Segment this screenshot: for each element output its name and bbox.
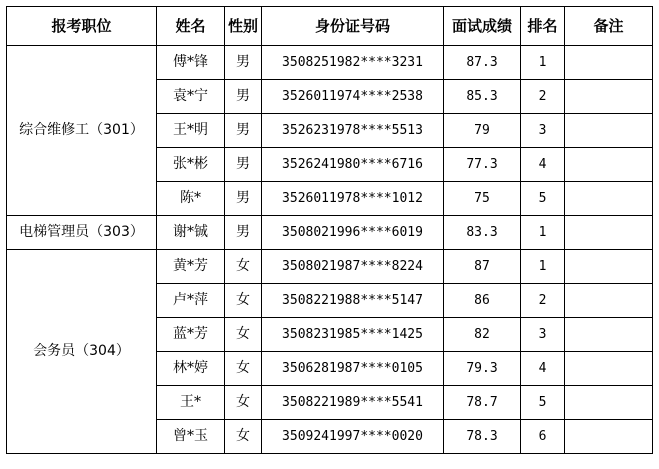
cell-name: 袁*宁 <box>157 80 225 114</box>
cell-gender: 女 <box>225 250 262 284</box>
cell-rank: 3 <box>521 114 565 148</box>
cell-rank: 2 <box>521 80 565 114</box>
cell-rank: 5 <box>521 386 565 420</box>
cell-score: 77.3 <box>444 148 521 182</box>
table-row <box>7 250 653 284</box>
header-rank: 排名 <box>521 7 565 46</box>
cell-rank: 4 <box>521 148 565 182</box>
cell-score: 85.3 <box>444 80 521 114</box>
cell-note <box>565 352 653 386</box>
cell-note <box>565 114 653 148</box>
cell-name: 傅*锋 <box>157 46 225 80</box>
cell-rank: 6 <box>521 420 565 454</box>
cell-note <box>565 182 653 216</box>
cell-gender: 男 <box>225 216 262 250</box>
cell-note <box>565 216 653 250</box>
cell-note <box>565 250 653 284</box>
cell-rank: 5 <box>521 182 565 216</box>
cell-note <box>565 284 653 318</box>
cell-name: 林*婷 <box>157 352 225 386</box>
cell-note <box>565 420 653 454</box>
cell-id-number: 3508021996****6019 <box>262 216 444 250</box>
header-id: 身份证号码 <box>262 7 444 46</box>
header-position: 报考职位 <box>7 7 157 46</box>
cell-gender: 男 <box>225 114 262 148</box>
cell-score: 83.3 <box>444 216 521 250</box>
cell-id-number: 3508021987****8224 <box>262 250 444 284</box>
cell-id-number: 3508251982****3231 <box>262 46 444 80</box>
cell-id-number: 3526241980****6716 <box>262 148 444 182</box>
cell-rank: 3 <box>521 318 565 352</box>
cell-id-number: 3506281987****0105 <box>262 352 444 386</box>
cell-id-number: 3508221988****5147 <box>262 284 444 318</box>
cell-name: 谢*铖 <box>157 216 225 250</box>
cell-name: 黄*芳 <box>157 250 225 284</box>
cell-name: 王*明 <box>157 114 225 148</box>
header-name: 姓名 <box>157 7 225 46</box>
cell-score: 86 <box>444 284 521 318</box>
cell-score: 78.3 <box>444 420 521 454</box>
cell-name: 王* <box>157 386 225 420</box>
cell-score: 79 <box>444 114 521 148</box>
cell-gender: 女 <box>225 386 262 420</box>
cell-gender: 女 <box>225 420 262 454</box>
cell-rank: 4 <box>521 352 565 386</box>
cell-name: 卢*萍 <box>157 284 225 318</box>
cell-id-number: 3508231985****1425 <box>262 318 444 352</box>
table-row <box>7 46 653 80</box>
cell-score: 79.3 <box>444 352 521 386</box>
table-row <box>7 216 653 250</box>
cell-rank: 1 <box>521 250 565 284</box>
cell-gender: 女 <box>225 352 262 386</box>
cell-note <box>565 46 653 80</box>
cell-note <box>565 318 653 352</box>
cell-gender: 男 <box>225 46 262 80</box>
cell-name: 蓝*芳 <box>157 318 225 352</box>
cell-position: 电梯管理员（303） <box>7 216 157 250</box>
cell-gender: 男 <box>225 182 262 216</box>
cell-name: 陈* <box>157 182 225 216</box>
table-header-row <box>7 7 653 46</box>
cell-score: 75 <box>444 182 521 216</box>
cell-id-number: 3526011974****2538 <box>262 80 444 114</box>
table-body <box>7 46 653 454</box>
cell-note <box>565 148 653 182</box>
cell-gender: 男 <box>225 80 262 114</box>
cell-id-number: 3526231978****5513 <box>262 114 444 148</box>
cell-score: 78.7 <box>444 386 521 420</box>
cell-note <box>565 80 653 114</box>
header-gender: 性别 <box>225 7 262 46</box>
cell-name: 曾*玉 <box>157 420 225 454</box>
cell-id-number: 3509241997****0020 <box>262 420 444 454</box>
cell-rank: 1 <box>521 216 565 250</box>
header-note: 备注 <box>565 7 653 46</box>
cell-score: 87 <box>444 250 521 284</box>
cell-gender: 男 <box>225 148 262 182</box>
cell-score: 87.3 <box>444 46 521 80</box>
interview-results-table <box>6 6 653 454</box>
cell-id-number: 3526011978****1012 <box>262 182 444 216</box>
cell-position: 综合维修工（301） <box>7 46 157 216</box>
header-score: 面试成绩 <box>444 7 521 46</box>
cell-rank: 1 <box>521 46 565 80</box>
cell-gender: 女 <box>225 284 262 318</box>
cell-position: 会务员（304） <box>7 250 157 454</box>
cell-id-number: 3508221989****5541 <box>262 386 444 420</box>
cell-rank: 2 <box>521 284 565 318</box>
cell-note <box>565 386 653 420</box>
cell-score: 82 <box>444 318 521 352</box>
cell-gender: 女 <box>225 318 262 352</box>
cell-name: 张*彬 <box>157 148 225 182</box>
